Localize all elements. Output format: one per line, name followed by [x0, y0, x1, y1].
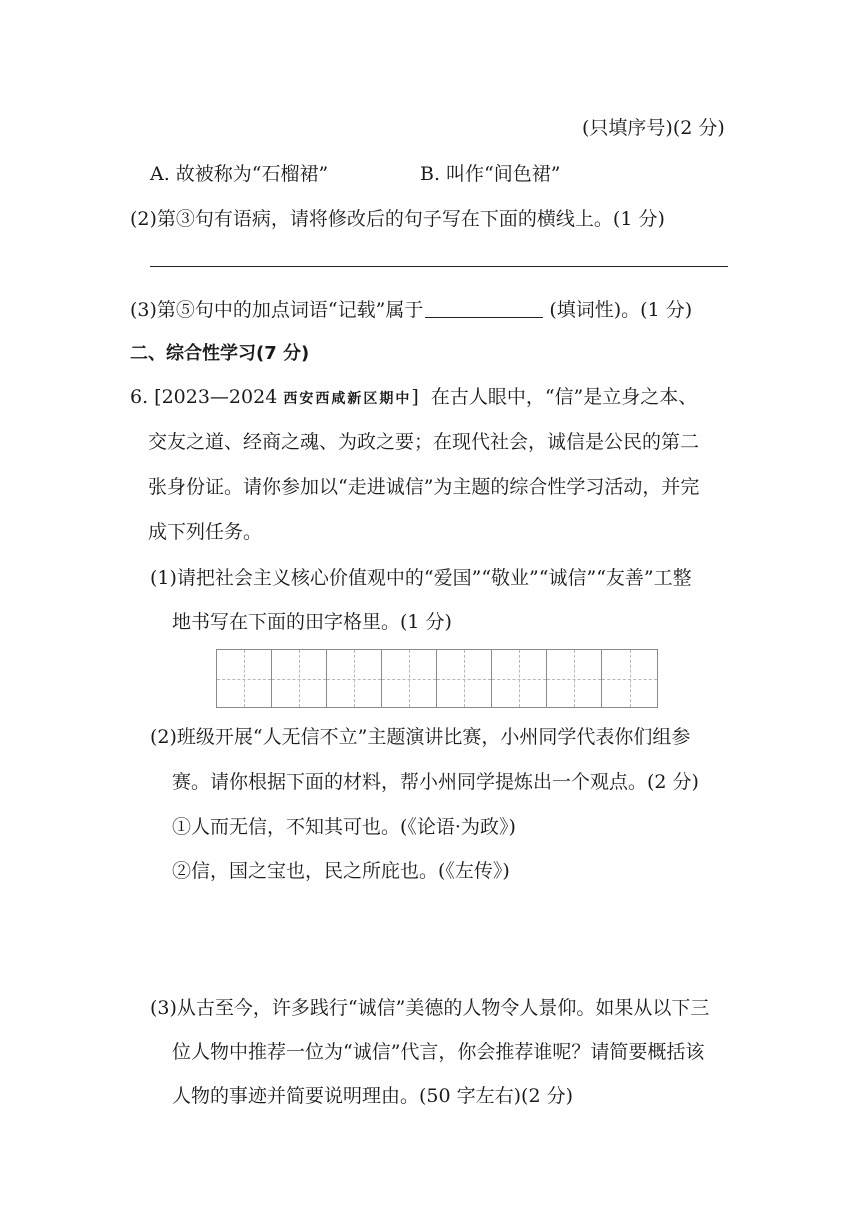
grid-cell[interactable]: [437, 650, 492, 707]
option-a: A. 故被称为“石榴裙”: [150, 163, 329, 185]
q5-sub3-before: (3)第⑤句中的加点词语“记载”属于: [130, 299, 424, 321]
grid-cell[interactable]: [382, 650, 437, 707]
q6-sub3-line-2: 位人物中推荐一位为“诚信”代言，你会推荐谁呢？请简要概括该: [172, 1041, 705, 1063]
q6-intro-line-1: [130, 385, 697, 411]
q5-sub2: (2)第③句有语病，请将修改后的句子写在下面的横线上。(1 分): [130, 208, 665, 230]
section-heading: 二、综合性学习(7 分): [130, 343, 310, 364]
q6-sub3-line-3: 人物的事迹并简要说明理由。(50 字左右)(2 分): [172, 1085, 573, 1107]
fill-blank[interactable]: [425, 299, 543, 318]
quote-1: ①人而无信，不知其可也。(《论语·为政》): [172, 816, 516, 838]
q6-sub2-line-1: (2)班级开展“人无信不立”主题演讲比赛，小州同学代表你们组参: [150, 726, 691, 748]
tianzige-grid[interactable]: [216, 649, 658, 708]
q6-intro-text: 在古人眼中，“信”是立身之本、: [430, 386, 698, 408]
q6-source: 西安西咸新区期中: [283, 391, 412, 407]
grid-cell[interactable]: [272, 650, 327, 707]
grid-cell[interactable]: [547, 650, 602, 707]
q6-sub2-line-2: 赛。请你根据下面的材料，帮小州同学提炼出一个观点。(2 分): [172, 771, 699, 793]
q5-sub3: [130, 298, 692, 322]
q6-sub1-line-2: 地书写在下面的田字格里。(1 分): [172, 611, 452, 633]
q6-sub1-line-1: (1)请把社会主义核心价值观中的“爱国”“敬业”“诚信”“友善”工整: [150, 567, 692, 589]
grid-cell[interactable]: [602, 650, 657, 707]
q6-sub3-line-1: (3)从古至今，许多践行“诚信”美德的人物令人景仰。如果从以下三: [150, 997, 710, 1019]
grid-cell[interactable]: [217, 650, 272, 707]
grid-cell[interactable]: [492, 650, 547, 707]
answer-line[interactable]: [150, 266, 728, 267]
q5-instruction: (只填序号)(2 分): [582, 117, 725, 139]
q6-intro-line-2: 交友之道、经商之魂、为政之要；在现代社会，诚信是公民的第二: [148, 431, 700, 453]
q5-sub3-after: (填词性)。(1 分): [549, 299, 693, 321]
q6-bracket: ]: [411, 386, 419, 408]
q6-intro-line-4: 成下列任务。: [148, 521, 263, 543]
grid-cell[interactable]: [327, 650, 382, 707]
q6-number: 6. [2023—2024: [130, 386, 278, 408]
option-b: B. 叫作“间色裙”: [420, 163, 561, 185]
q6-intro-line-3: 张身份证。请你参加以“走进诚信”为主题的综合性学习活动，并完: [148, 476, 700, 498]
quote-2: ②信，国之宝也，民之所庇也。(《左传》): [172, 860, 510, 882]
